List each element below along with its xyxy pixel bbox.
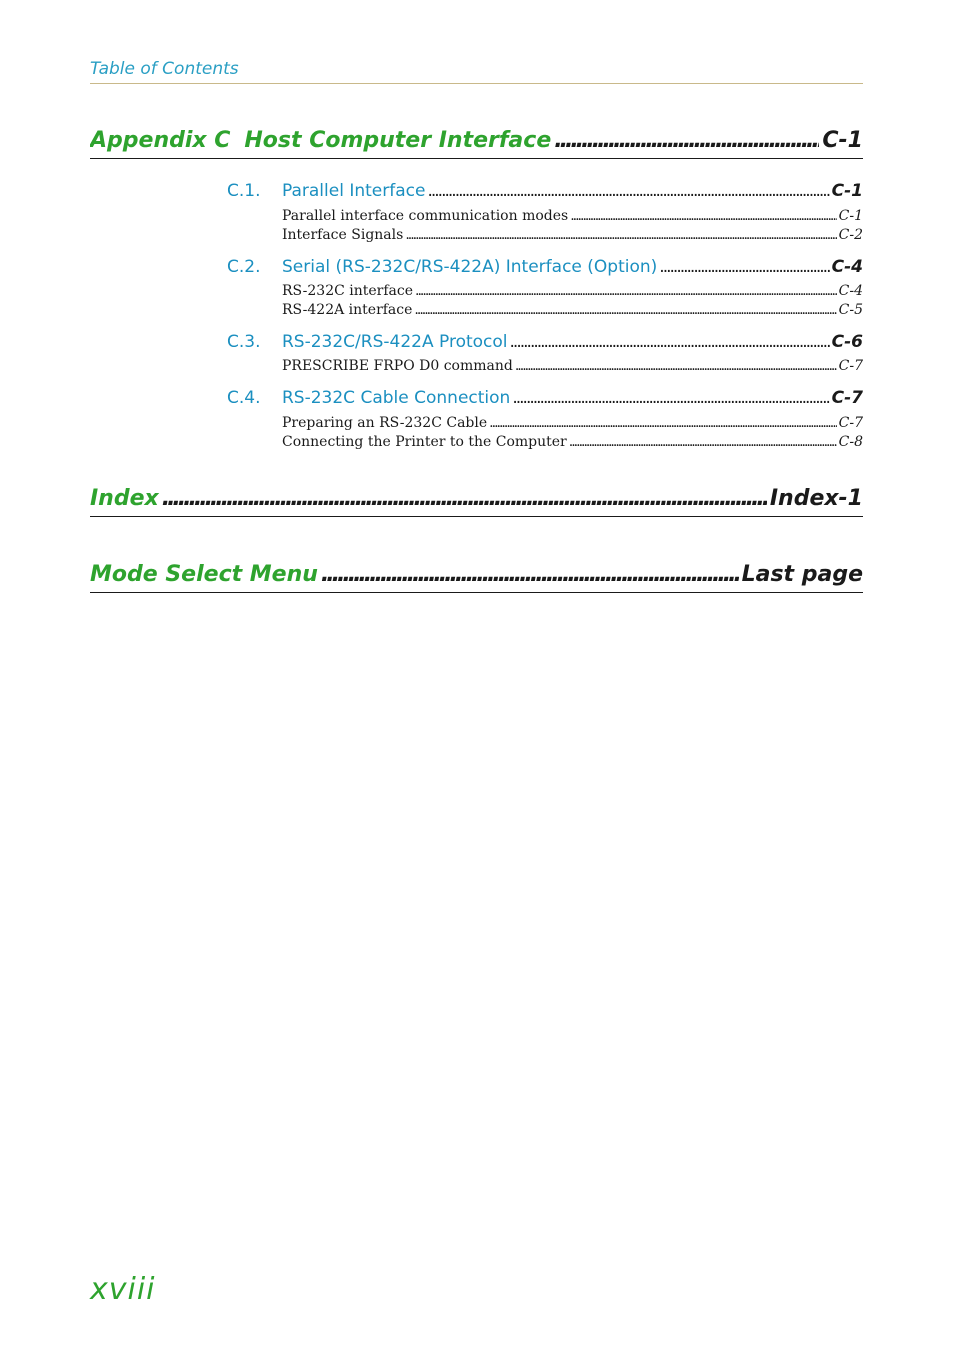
toc-entry-title: Index bbox=[90, 486, 159, 511]
toc-entry-title: Mode Select Menu bbox=[90, 562, 318, 587]
item-title: RS-232C interface bbox=[282, 283, 414, 299]
dot-leader bbox=[162, 486, 767, 511]
page-number: xviii bbox=[90, 1272, 156, 1307]
section-title: RS-232C/RS-422A Protocol bbox=[282, 332, 508, 352]
dot-leader bbox=[510, 332, 830, 352]
section-page: C-4 bbox=[831, 257, 863, 277]
dot-leader bbox=[569, 434, 837, 450]
item-page: C-2 bbox=[838, 227, 863, 243]
toc-section-c1[interactable] bbox=[227, 181, 863, 205]
item-title: RS-422A interface bbox=[282, 302, 413, 318]
section-number: C.3. bbox=[227, 332, 261, 352]
dot-leader bbox=[570, 208, 836, 224]
item-title: Connecting the Printer to the Computer bbox=[282, 434, 567, 450]
toc-entry-page: Last page bbox=[741, 562, 863, 587]
toc-item[interactable] bbox=[282, 358, 863, 378]
section-page: C-7 bbox=[831, 388, 863, 408]
section-page: C-6 bbox=[831, 332, 863, 352]
toc-entry-page: Index-1 bbox=[769, 486, 863, 511]
toc-section-c4[interactable] bbox=[227, 388, 863, 412]
item-title: Interface Signals bbox=[282, 227, 404, 243]
section-title: RS-232C Cable Connection bbox=[282, 388, 511, 408]
toc-entry-appendix-c[interactable] bbox=[90, 128, 863, 159]
section-title: Parallel Interface bbox=[282, 181, 426, 201]
item-title: PRESCRIBE FRPO D0 command bbox=[282, 358, 513, 374]
toc-entry-page: C-1 bbox=[822, 128, 863, 153]
toc-entry-index[interactable] bbox=[90, 486, 863, 517]
toc-item[interactable] bbox=[282, 227, 863, 247]
toc-section-c3[interactable] bbox=[227, 332, 863, 356]
item-page: C-1 bbox=[838, 208, 863, 224]
toc-section-c2[interactable] bbox=[227, 257, 863, 281]
item-page: C-4 bbox=[838, 283, 863, 299]
item-page: C-7 bbox=[838, 358, 863, 374]
toc-item[interactable] bbox=[282, 208, 863, 228]
toc-item[interactable] bbox=[282, 283, 863, 303]
item-title: Parallel interface communication modes bbox=[282, 208, 569, 224]
item-page: C-8 bbox=[838, 434, 863, 450]
dot-leader bbox=[554, 128, 819, 153]
running-header bbox=[90, 58, 863, 84]
running-header-title: Table of Contents bbox=[90, 59, 239, 79]
toc-entry-prefix: Appendix C bbox=[90, 128, 231, 153]
section-page: C-1 bbox=[831, 181, 863, 201]
dot-leader bbox=[414, 302, 836, 318]
dot-leader bbox=[427, 181, 829, 201]
toc-item[interactable] bbox=[282, 302, 863, 322]
item-page: C-7 bbox=[838, 415, 863, 431]
dot-leader bbox=[415, 283, 837, 299]
section-title: Serial (RS-232C/RS-422A) Interface (Option) bbox=[282, 257, 658, 277]
toc-item[interactable] bbox=[282, 434, 863, 454]
section-number: C.1. bbox=[227, 181, 261, 201]
dot-leader bbox=[405, 227, 836, 243]
toc-item[interactable] bbox=[282, 415, 863, 435]
toc-entry-title: Host Computer Interface bbox=[244, 128, 552, 153]
section-number: C.2. bbox=[227, 257, 261, 277]
section-number: C.4. bbox=[227, 388, 261, 408]
dot-leader bbox=[321, 562, 739, 587]
dot-leader bbox=[489, 415, 836, 431]
item-page: C-5 bbox=[838, 302, 863, 318]
dot-leader bbox=[659, 257, 829, 277]
dot-leader bbox=[515, 358, 837, 374]
item-title: Preparing an RS-232C Cable bbox=[282, 415, 488, 431]
toc-entry-mode-select-menu[interactable] bbox=[90, 562, 863, 593]
dot-leader bbox=[512, 388, 829, 408]
